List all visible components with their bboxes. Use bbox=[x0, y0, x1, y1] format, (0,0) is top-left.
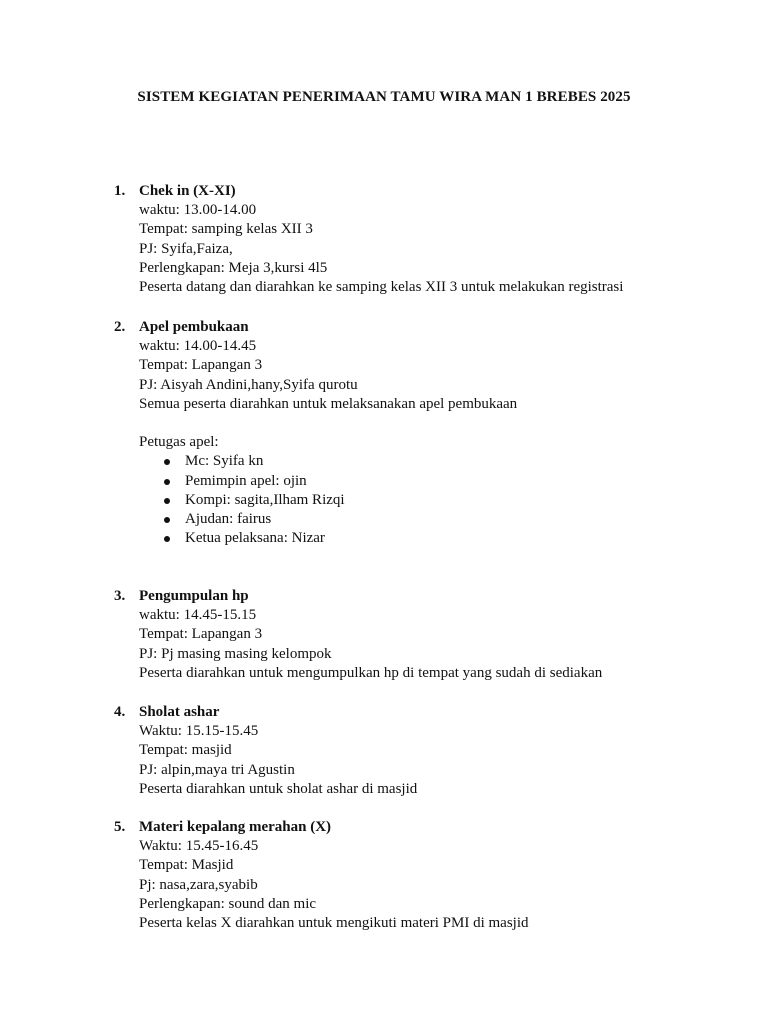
section-number: 5. bbox=[114, 819, 126, 835]
section-place: Tempat: Lapangan 3 bbox=[139, 626, 263, 643]
section-time: waktu: 13.00-14.00 bbox=[139, 202, 257, 219]
section-time: Waktu: 15.45-16.45 bbox=[139, 838, 259, 855]
list-item: Pemimpin apel: ojin bbox=[139, 472, 739, 491]
section-heading: Chek in (X-XI) bbox=[139, 183, 236, 199]
section-heading: Materi kepalang merahan (X) bbox=[139, 819, 332, 835]
petugas-label: Petugas apel: bbox=[139, 434, 219, 451]
section-time: waktu: 14.00-14.45 bbox=[139, 338, 257, 355]
list-item: Ketua pelaksana: Nizar bbox=[139, 529, 739, 548]
section-pj: PJ: alpin,maya tri Agustin bbox=[139, 761, 295, 778]
section-time: waktu: 14.45-15.15 bbox=[139, 607, 257, 624]
section-time: Waktu: 15.15-15.45 bbox=[139, 723, 259, 740]
list-item: Mc: Syifa kn bbox=[139, 452, 739, 471]
section-place: Tempat: Lapangan 3 bbox=[139, 357, 263, 374]
list-item: Kompi: sagita,Ilham Rizqi bbox=[139, 491, 739, 510]
document-title: SISTEM KEGIATAN PENERIMAAN TAMU WIRA MAN 1 BREBES 2025 bbox=[137, 89, 631, 105]
section-number: 1. bbox=[114, 183, 126, 199]
list-item: Ajudan: fairus bbox=[139, 510, 739, 529]
section-pj: PJ: Syifa,Faiza, bbox=[139, 240, 233, 257]
section-number: 4. bbox=[114, 704, 126, 720]
bullet-icon bbox=[164, 498, 170, 504]
section-place: Tempat: Masjid bbox=[139, 857, 234, 874]
petugas-list bbox=[139, 452, 739, 548]
section-heading: Sholat ashar bbox=[139, 704, 220, 720]
section-description: Peserta kelas X diarahkan untuk mengikuti materi PMI di masjid bbox=[139, 914, 529, 931]
section-pj: Pj: nasa,zara,syabib bbox=[139, 876, 258, 893]
section-description: Peserta diarahkan untuk sholat ashar di masjid bbox=[139, 780, 418, 797]
section-heading: Apel pembukaan bbox=[139, 319, 249, 335]
bullet-icon bbox=[164, 459, 170, 465]
bullet-icon bbox=[164, 479, 170, 485]
section-heading: Pengumpulan hp bbox=[139, 588, 249, 604]
bullet-icon bbox=[164, 536, 170, 542]
section-pj: PJ: Pj masing masing kelompok bbox=[139, 645, 332, 662]
section-number: 3. bbox=[114, 588, 126, 604]
section-description: Peserta datang dan diarahkan ke samping kelas XII 3 untuk melakukan registrasi bbox=[139, 278, 624, 295]
section-equipment: Perlengkapan: sound dan mic bbox=[139, 895, 317, 912]
bullet-icon bbox=[164, 517, 170, 523]
section-place: Tempat: masjid bbox=[139, 742, 232, 759]
section-equipment: Perlengkapan: Meja 3,kursi 4l5 bbox=[139, 259, 328, 276]
section-number: 2. bbox=[114, 319, 126, 335]
section-place: Tempat: samping kelas XII 3 bbox=[139, 221, 313, 238]
section-description: Peserta diarahkan untuk mengumpulkan hp di tempat yang sudah di sediakan bbox=[139, 664, 603, 681]
section-description: Semua peserta diarahkan untuk melaksanakan apel pembukaan bbox=[139, 395, 518, 412]
section-pj: PJ: Aisyah Andini,hany,Syifa qurotu bbox=[139, 376, 358, 393]
